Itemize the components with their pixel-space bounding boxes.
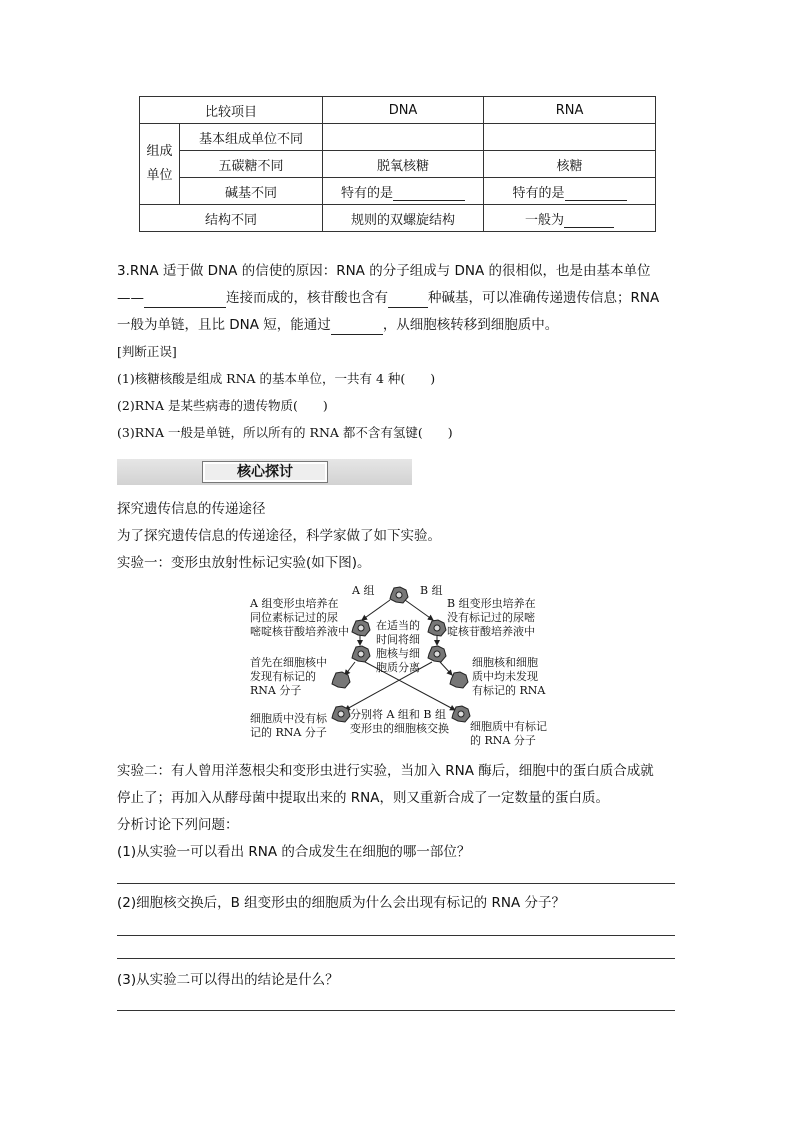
banner-title: 核心探讨	[202, 461, 328, 483]
header-rna: RNA	[484, 97, 656, 124]
row-item: 基本组成单位不同	[180, 124, 323, 151]
analyze-prompt: 分析讨论下列问题：	[117, 817, 239, 833]
judge-title: [判断正误]	[117, 344, 177, 359]
label-right-bottom: 细胞质中有标记 的 RNA 分子	[470, 720, 547, 747]
comparison-table	[139, 96, 656, 232]
row-rna: 核糖	[484, 151, 656, 178]
label-right-mid: 细胞核和细胞 质中均未发现 有标记的 RNA	[472, 656, 546, 697]
row-dna: 脱氧核糖	[323, 151, 484, 178]
section3-line2: —— 连接而成的，核苷酸也含有 种碱基，可以准确传递遗传信息；RNA	[117, 290, 660, 306]
answer-line[interactable]	[117, 883, 675, 884]
header-dna: DNA	[323, 97, 484, 124]
label-left-mid: 首先在细胞核中 发现有标记的 RNA 分子	[250, 656, 327, 697]
fill-blank[interactable]	[388, 293, 428, 308]
section3-line1: 3.RNA 适于做 DNA 的信使的原因：RNA 的分子组成与 DNA 的很相似，也是由基本单位	[117, 263, 651, 279]
experiment2-line2: 停止了；再加入从酵母菌中提取出来的 RNA，则又重新合成了一定数量的蛋白质。	[117, 790, 610, 806]
explore-title: 探究遗传信息的传递途径	[117, 501, 266, 517]
row-item: 结构不同	[140, 205, 323, 232]
section3-line3: 一般为单链，且比 DNA 短，能通过 ，从细胞核转移到细胞质中。	[117, 317, 559, 333]
amoeba-cell-icon	[330, 704, 352, 724]
answer-line[interactable]	[117, 935, 675, 936]
question-1: (1)从实验一可以看出 RNA 的合成发生在细胞的哪一部位？	[117, 844, 471, 860]
table-row	[140, 178, 656, 205]
amoeba-figure	[240, 580, 560, 755]
label-left-bottom: 细胞质中没有标 记的 RNA 分子	[250, 712, 327, 739]
answer-line[interactable]	[117, 1010, 675, 1011]
fill-blank[interactable]	[144, 293, 226, 308]
fill-blank[interactable]	[564, 213, 614, 228]
amoeba-cell-icon	[450, 704, 472, 724]
judge-item-2: (2)RNA 是某些病毒的遗传物质( )	[117, 398, 328, 413]
fill-blank[interactable]	[565, 186, 627, 201]
table-row	[140, 205, 656, 232]
row-rna	[484, 124, 656, 151]
amoeba-cell-icon	[330, 670, 352, 690]
label-left-top: A 组变形虫培养在 同位素标记过的尿 嘧啶核苷酸培养液中	[250, 597, 349, 638]
amoeba-cell-icon	[350, 644, 372, 664]
amoeba-cell-icon	[388, 585, 410, 605]
row-item: 五碳糖不同	[180, 151, 323, 178]
row-item: 碱基不同	[180, 178, 323, 205]
table-row	[140, 151, 656, 178]
experiment2-line1: 实验二：有人曾用洋葱根尖和变形虫进行实验，当加入 RNA 酶后，细胞中的蛋白质合成就	[117, 763, 654, 779]
table-row	[140, 124, 656, 151]
amoeba-cell-icon	[448, 670, 470, 690]
judge-item-3: (3)RNA 一般是单链，所以所有的 RNA 都不含有氢键( )	[117, 425, 453, 440]
row-dna: 特有的是	[323, 178, 484, 205]
question-2: (2)细胞核交换后，B 组变形虫的细胞质为什么会出现有标记的 RNA 分子？	[117, 895, 565, 911]
question-3: (3)从实验二可以得出的结论是什么？	[117, 972, 339, 988]
group-b-label: B 组	[420, 584, 443, 597]
label-center: 在适当的 时间将细 胞核与细 胞质分离	[376, 619, 420, 674]
table-header-row	[140, 97, 656, 124]
group-label: 组成 单位	[140, 124, 180, 205]
label-bottom-center: 分别将 A 组和 B 组 变形虫的细胞核交换	[350, 708, 449, 735]
experiment1-title: 实验一：变形虫放射性标记实验(如下图)。	[117, 555, 371, 571]
amoeba-cell-icon	[426, 644, 448, 664]
group-a-label: A 组	[352, 584, 375, 597]
row-rna: 一般为	[484, 205, 656, 232]
fill-blank[interactable]	[393, 186, 465, 201]
explore-intro: 为了探究遗传信息的传递途径，科学家做了如下实验。	[117, 528, 441, 544]
label-right-top: B 组变形虫培养在 没有标记过的尿嘧 啶核苷酸培养液中	[447, 597, 536, 638]
row-dna: 规则的双螺旋结构	[323, 205, 484, 232]
amoeba-cell-icon	[350, 618, 372, 638]
judge-item-1: (1)核糖核酸是组成 RNA 的基本单位，一共有 4 种( )	[117, 371, 436, 386]
answer-line[interactable]	[117, 958, 675, 959]
header-item: 比较项目	[140, 97, 323, 124]
row-dna	[323, 124, 484, 151]
row-rna: 特有的是	[484, 178, 656, 205]
fill-blank[interactable]	[331, 320, 383, 335]
amoeba-cell-icon	[426, 618, 448, 638]
